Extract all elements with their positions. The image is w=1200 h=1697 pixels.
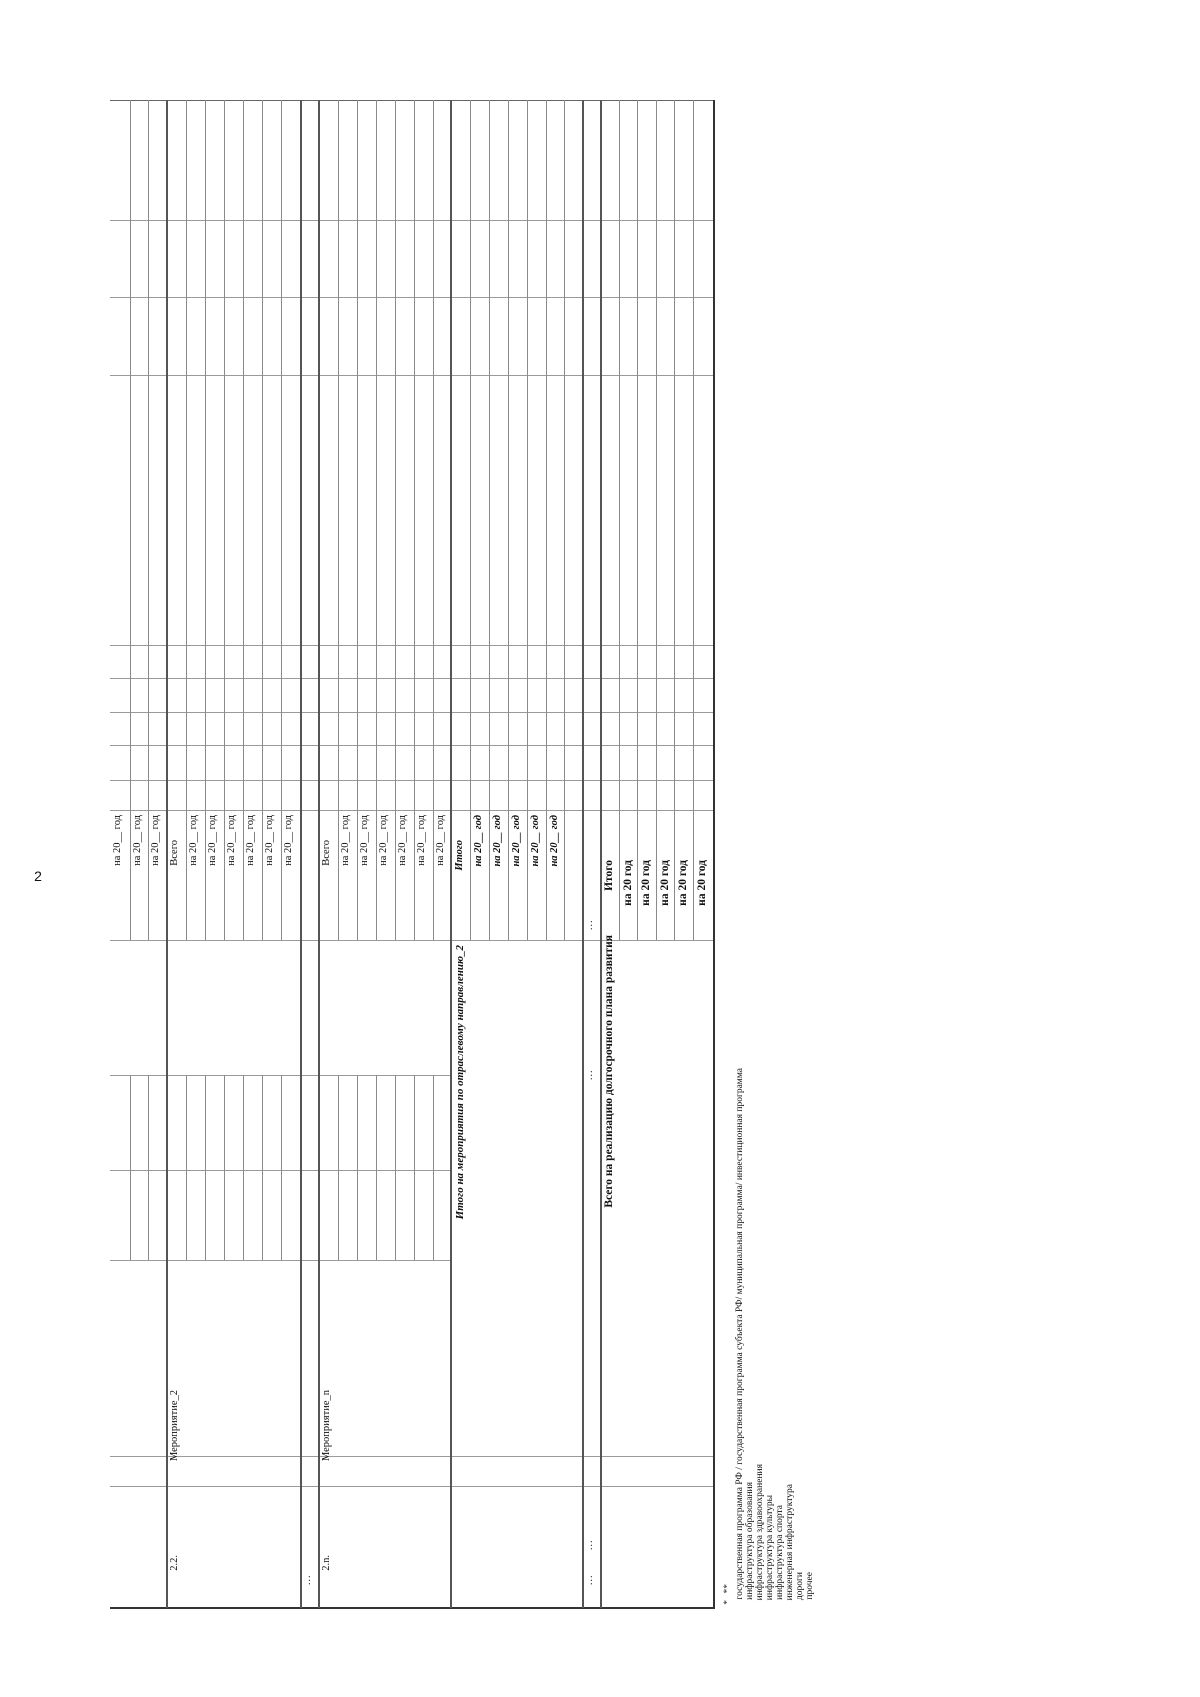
year-cell: на 20 год — [677, 860, 689, 906]
row-divider — [470, 100, 471, 940]
year-cell: на 20__ год — [283, 815, 294, 866]
row-divider — [376, 1075, 377, 1260]
row-divider — [338, 1075, 339, 1260]
year-cell: на 20__ год — [188, 815, 199, 866]
column-divider — [110, 1486, 713, 1487]
row-divider — [262, 100, 263, 940]
footnote-text: прочее — [805, 1572, 815, 1600]
year-cell: на 20__ год — [530, 815, 541, 867]
year-cell: на 20__ год — [359, 815, 370, 866]
row-divider — [148, 100, 149, 940]
row-divider — [130, 1075, 131, 1260]
row-divider — [243, 1075, 244, 1260]
column-divider — [110, 712, 713, 713]
footnote-text: инженерная инфраструктура — [785, 1483, 795, 1600]
row-divider — [148, 1075, 149, 1260]
footnote-text: инфраструктура образования — [745, 1482, 755, 1600]
row-divider — [433, 100, 434, 940]
row-divider — [656, 100, 657, 940]
row-divider — [130, 100, 131, 940]
event-number: 2.2. — [169, 1555, 180, 1571]
column-divider — [110, 1075, 450, 1076]
column-divider — [110, 297, 713, 298]
year-cell: на 20__ год — [492, 815, 503, 867]
event-number: 2.n. — [321, 1555, 332, 1571]
year-cell: на 20 год — [622, 860, 634, 906]
event-name: Мероприятие_n — [321, 1390, 332, 1462]
ellipsis-cell: … — [302, 1575, 313, 1586]
column-divider — [110, 780, 713, 781]
row-divider — [205, 1075, 206, 1260]
column-divider — [110, 1170, 450, 1171]
row-divider — [357, 1075, 358, 1260]
year-cell: на 20 год — [640, 860, 652, 906]
year-cell: на 20__ год — [416, 815, 427, 866]
total-label: Всего — [321, 840, 332, 866]
row-divider — [395, 1075, 396, 1260]
footnote-text: дороги — [795, 1571, 805, 1600]
footnote-text: инфраструктура спорта — [775, 1505, 785, 1600]
row-divider — [433, 1075, 434, 1260]
year-cell: на 20__ год — [264, 815, 275, 866]
column-divider — [110, 220, 713, 221]
column-divider — [110, 375, 713, 376]
ellipsis-cell: … — [584, 1070, 595, 1081]
column-divider — [110, 1456, 713, 1457]
table-border-bottom — [110, 1607, 715, 1609]
year-cell: на 20__ год — [549, 815, 560, 867]
year-cell: на 20__ год — [207, 815, 218, 866]
footnote-mark: * — [723, 1600, 733, 1605]
row-divider — [205, 100, 206, 940]
row-divider — [564, 100, 565, 940]
row-divider — [262, 1075, 263, 1260]
year-cell: на 20__ год — [150, 815, 161, 866]
row-divider — [186, 100, 187, 940]
row-divider — [243, 100, 244, 940]
row-divider — [166, 100, 168, 1608]
page-number: 2 — [34, 868, 42, 884]
row-divider — [357, 100, 358, 940]
subtotal-label: Итого на мероприятия по отраслевому направлению_2 — [454, 945, 466, 1220]
year-cell: на 20__ год — [245, 815, 256, 866]
row-divider — [300, 100, 302, 1608]
event-name: Мероприятие_2 — [169, 1390, 180, 1462]
year-cell: на 20__ год — [132, 815, 143, 866]
row-divider — [637, 100, 638, 940]
column-divider — [110, 678, 713, 679]
row-divider — [619, 100, 620, 940]
subtotal-total-label: Итого — [454, 840, 465, 871]
year-cell: на 20__ год — [397, 815, 408, 866]
row-divider — [450, 100, 452, 1608]
grand-total-label: Всего на реализацию долгосрочного плана развития — [603, 935, 615, 1208]
column-divider — [110, 810, 713, 811]
table-border-top — [110, 100, 715, 101]
row-divider — [224, 100, 225, 940]
row-divider — [338, 100, 339, 940]
ellipsis-cell: … — [584, 1575, 595, 1586]
year-cell: на 20__ год — [378, 815, 389, 866]
row-divider — [582, 100, 584, 1608]
footnote-text: инфраструктура здравоохранения — [755, 1463, 765, 1600]
year-cell: на 20__ год — [226, 815, 237, 866]
year-cell: на 20__ год — [435, 815, 446, 866]
row-divider — [489, 100, 490, 940]
column-divider — [110, 645, 713, 646]
table-border-right — [713, 100, 715, 1608]
total-label: Всего — [169, 840, 180, 866]
row-divider — [508, 100, 509, 940]
year-cell: на 20__ год — [340, 815, 351, 866]
row-divider — [395, 100, 396, 940]
row-divider — [693, 100, 694, 940]
ellipsis-cell: … — [584, 1540, 595, 1551]
row-divider — [674, 100, 675, 940]
row-divider — [224, 1075, 225, 1260]
row-divider — [281, 1075, 282, 1260]
row-divider — [600, 100, 602, 1608]
year-cell: на 20 год — [696, 860, 708, 906]
column-divider — [110, 940, 713, 941]
row-divider — [281, 100, 282, 940]
row-divider — [186, 1075, 187, 1260]
year-cell: на 20__ год — [112, 815, 123, 866]
row-divider — [414, 100, 415, 940]
year-cell: на 20__ год — [511, 815, 522, 867]
year-cell: на 20 год — [659, 860, 671, 906]
grand-total-total-label: Итого — [603, 860, 615, 891]
row-divider — [414, 1075, 415, 1260]
ellipsis-cell: … — [584, 920, 595, 931]
footnote-text: государственная программа РФ / государственная программа субъекта РФ/ муниципальная программа/ инвестиционная программа — [735, 1068, 745, 1600]
year-cell: на 20__ год — [473, 815, 484, 867]
column-divider — [110, 745, 713, 746]
row-divider — [527, 100, 528, 940]
column-divider — [110, 1260, 450, 1261]
row-divider — [318, 100, 320, 1608]
row-divider — [546, 100, 547, 940]
row-divider — [376, 100, 377, 940]
footnote-mark: ** — [723, 1584, 733, 1594]
footnote-text: инфраструктура культуры — [765, 1494, 775, 1600]
